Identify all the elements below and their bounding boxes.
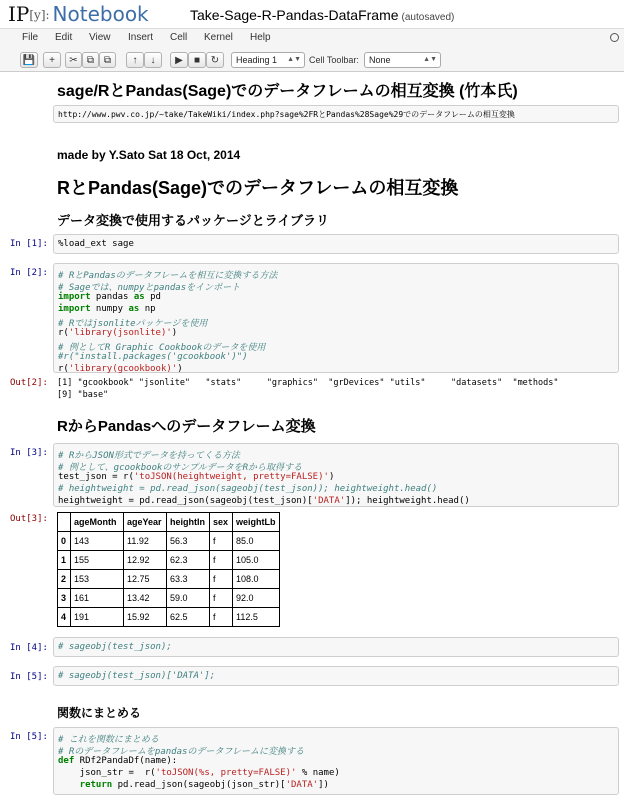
cell-toolbar-label: Cell Toolbar: [309, 55, 359, 65]
notebook-name[interactable]: Take-Sage-R-Pandas-DataFrame [190, 7, 399, 23]
table-row [58, 608, 280, 627]
menu-help[interactable]: Help [250, 32, 271, 43]
column-header: heightIn [167, 513, 210, 532]
autosave-status: (autosaved) [401, 12, 455, 23]
insert-cell-icon[interactable]: + [43, 52, 61, 68]
cell-type-value: Heading 1 [236, 55, 278, 65]
output-prompt: Out[3]: [10, 514, 48, 524]
section-heading-main[interactable]: RとPandas(Sage)でのデータフレームの相互変換 [57, 178, 459, 198]
code-cell-2[interactable] [53, 263, 619, 373]
code-comment: # sageobj(test_json); [58, 642, 172, 652]
code-comment: # sageobj(test_json)['DATA']; [58, 671, 216, 681]
menu-bar [0, 28, 624, 51]
table-cell: 15.92 [124, 608, 167, 627]
logo-notebook: Notebook [52, 2, 149, 26]
stop-icon[interactable]: ■ [188, 52, 206, 68]
code-line: def RDf2PandaDf(name): [58, 756, 178, 766]
table-cell: 112.5 [233, 608, 280, 627]
column-header: ageMonth [71, 513, 124, 532]
table-header-row [58, 513, 280, 532]
cut-icon[interactable]: ✂ [65, 52, 82, 68]
cell-toolbar-value: None [369, 55, 391, 65]
menu-edit[interactable]: Edit [55, 32, 73, 43]
table-row [58, 570, 280, 589]
table-row [58, 589, 280, 608]
code-line: json_str = r('toJSON(%s, pretty=FALSE)' % name) [58, 768, 340, 778]
table-cell: 105.0 [233, 551, 280, 570]
ipython-logo[interactable] [8, 2, 149, 26]
url-text: http://www.pwv.co.jp/~take/TakeWiki/index.php?sage%2FRとPandas%28Sage%29でのデータフレームの相互変換 [58, 110, 515, 119]
paste-icon[interactable]: ⧉ [99, 52, 116, 68]
table-cell: 56.3 [167, 532, 210, 551]
table-cell: 153 [71, 570, 124, 589]
cell-type-select[interactable] [231, 52, 305, 68]
input-prompt: In [3]: [10, 448, 48, 458]
table-cell: 12.92 [124, 551, 167, 570]
menu-kernel[interactable]: Kernel [204, 32, 233, 43]
code-comment: # heightweight = pd.read_json(sageobj(test_json)); heightweight.head() [58, 484, 438, 494]
logo-ip: IP [8, 2, 30, 26]
notebook-page [0, 72, 624, 800]
code-line: import numpy as np [58, 304, 156, 314]
subheading-func[interactable]: 関数にまとめる [57, 706, 142, 720]
code-cell-3[interactable] [53, 443, 619, 507]
restart-icon[interactable]: ↻ [206, 52, 224, 68]
code-comment: # Rのデータフレームをpandasのデータフレームに変換する [58, 747, 305, 757]
code-comment: #r("install.packages('gcookbook')") [58, 352, 248, 362]
code-cell-4[interactable] [53, 637, 619, 657]
author-heading[interactable]: made by Y.Sato Sat 18 Oct, 2014 [57, 148, 241, 162]
row-index: 2 [58, 570, 71, 589]
section-heading-r2pandas[interactable]: RからPandasへのデータフレーム変換 [57, 418, 316, 435]
input-prompt: In [1]: [10, 239, 48, 249]
row-index: 4 [58, 608, 71, 627]
move-up-icon[interactable]: ↑ [126, 52, 144, 68]
table-row [58, 551, 280, 570]
toolbar [0, 50, 624, 72]
input-prompt: In [5]: [10, 672, 48, 682]
table-cell: 191 [71, 608, 124, 627]
table-cell: 108.0 [233, 570, 280, 589]
cell-toolbar-select[interactable] [364, 52, 441, 68]
table-cell: 63.3 [167, 570, 210, 589]
code-comment: # これを関数にまとめる [58, 735, 159, 745]
chevron-down-icon: ▲▼ [287, 56, 301, 63]
table-row [58, 532, 280, 551]
code-comment: # 例として、gcookbookのサンプルデータをRから取得する [58, 463, 303, 473]
table-cell: 155 [71, 551, 124, 570]
code-comment: # RからJSON形式でデータを持ってくる方法 [58, 451, 240, 461]
table-cell: f [210, 608, 233, 627]
input-prompt: In [5]: [10, 732, 48, 742]
notebook-header [0, 0, 624, 27]
column-header [58, 513, 71, 532]
notebook-title[interactable] [190, 7, 454, 23]
code-comment: # RとPandasのデータフレームを相互に変換する方法 [58, 271, 278, 281]
input-prompt: In [4]: [10, 643, 48, 653]
table-cell: 11.92 [124, 532, 167, 551]
logo-y: [y]: [29, 8, 50, 22]
column-header: weightLb [233, 513, 280, 532]
table-cell: f [210, 532, 233, 551]
row-index: 1 [58, 551, 71, 570]
input-prompt: In [2]: [10, 268, 48, 278]
heading-title[interactable]: sage/RとPandas(Sage)でのデータフレームの相互変換 (竹本氏) [57, 83, 518, 100]
code-line: r('library(jsonlite)') [58, 328, 178, 338]
code-line: test_json = r('toJSON(heightweight, pretty=FALSE)') [58, 472, 335, 482]
url-cell[interactable] [53, 105, 619, 123]
code-line: import pandas as pd [58, 292, 161, 302]
table-cell: 161 [71, 589, 124, 608]
move-down-icon[interactable]: ↓ [144, 52, 162, 68]
code-cell-5b[interactable] [53, 727, 619, 795]
dataframe-table [57, 512, 280, 627]
row-index: 3 [58, 589, 71, 608]
menu-file[interactable]: File [22, 32, 39, 43]
row-index: 0 [58, 532, 71, 551]
output-text: [1] "gcookbook" "jsonlite" "stats" "graphics" "grDevices" "utils" "datasets" "methods" [57, 378, 559, 388]
table-cell: 85.0 [233, 532, 280, 551]
output-prompt: Out[2]: [10, 378, 48, 388]
code-line: %load_ext sage [58, 239, 134, 249]
run-icon[interactable]: ▶ [170, 52, 188, 68]
menu-view[interactable]: View [89, 32, 111, 43]
table-cell: 13.42 [124, 589, 167, 608]
column-header: sex [210, 513, 233, 532]
code-line: heightweight = pd.read_json(sageobj(test_json)['DATA']); heightweight.head() [58, 496, 470, 506]
menu-insert[interactable]: Insert [128, 32, 154, 43]
code-line: r('library(gcookbook)') [58, 364, 183, 374]
table-cell: f [210, 551, 233, 570]
table-cell: 62.3 [167, 551, 210, 570]
table-cell: 59.0 [167, 589, 210, 608]
code-line: return pd.read_json(sageobj(json_str)['DATA']) [58, 780, 329, 790]
subheading-packages[interactable]: データ変換で使用するパッケージとライブラリ [57, 213, 329, 228]
table-cell: 62.5 [167, 608, 210, 627]
chevron-down-icon: ▲▼ [423, 56, 437, 63]
code-cell-1[interactable] [53, 234, 619, 254]
menu-cell[interactable]: Cell [170, 32, 188, 43]
table-cell: 143 [71, 532, 124, 551]
table-cell: 92.0 [233, 589, 280, 608]
copy-icon[interactable]: ⧉ [82, 52, 99, 68]
code-comment: # 例としてR Graphic Cookbookのデータを使用 [58, 343, 266, 353]
column-header: ageYear [124, 513, 167, 532]
output-text: [9] "base" [57, 390, 109, 400]
code-comment: # Rではjsonliteパッケージを使用 [58, 319, 208, 329]
table-cell: f [210, 570, 233, 589]
kernel-status-icon [610, 33, 619, 42]
save-icon[interactable]: 💾 [20, 52, 38, 68]
code-cell-5a[interactable] [53, 666, 619, 686]
code-comment: # Sageでは、numpyとpandasをインポート [58, 283, 241, 293]
table-cell: f [210, 589, 233, 608]
table-cell: 12.75 [124, 570, 167, 589]
